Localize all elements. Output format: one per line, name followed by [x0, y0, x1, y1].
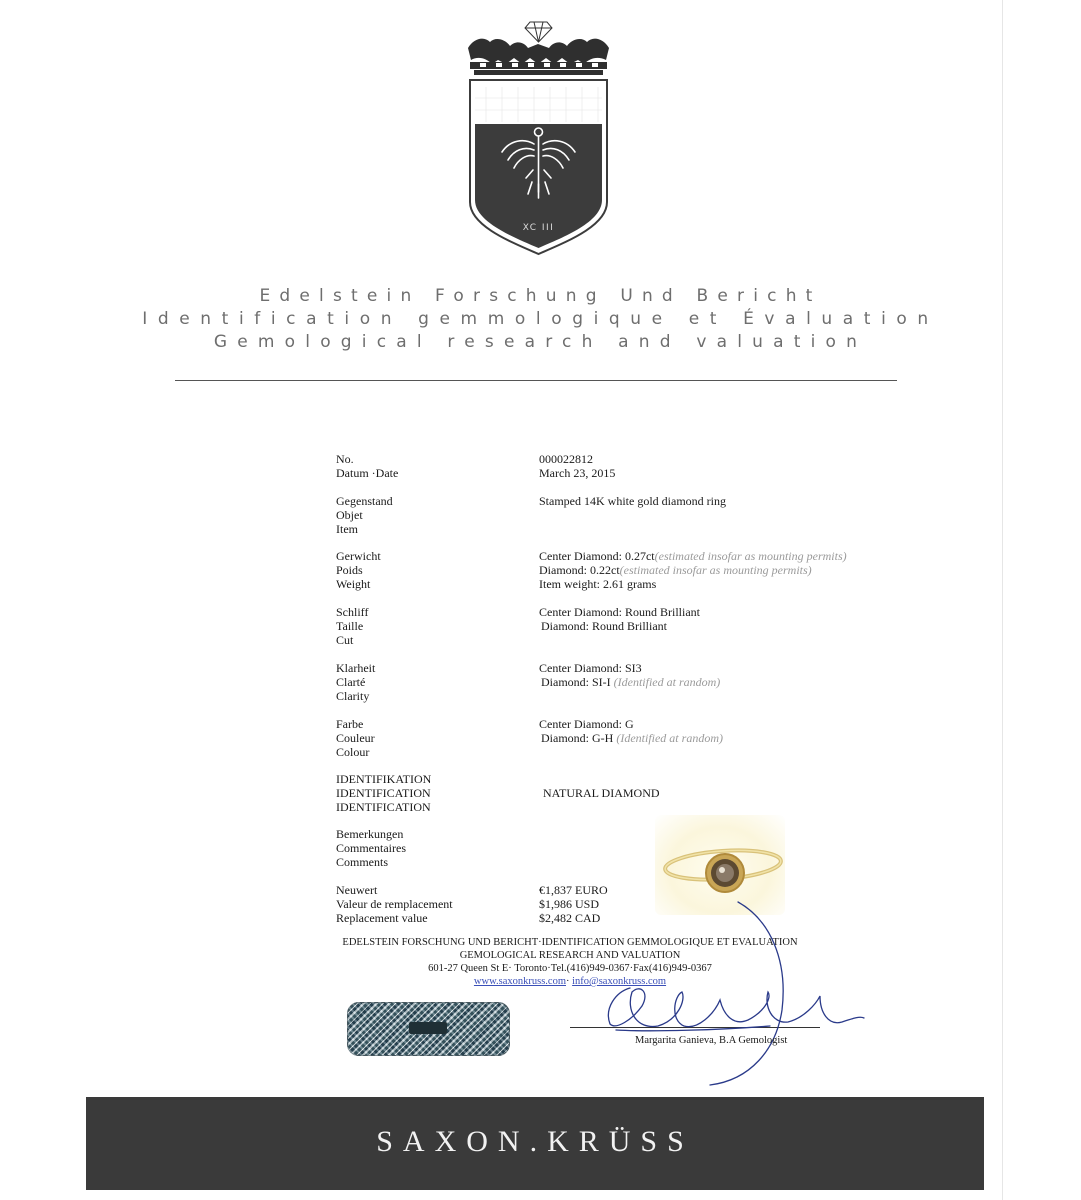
random-note: (Identified at random)	[613, 675, 721, 689]
heading-german: Edelstein Forschung Und Bericht	[259, 286, 822, 306]
clarity-value: Center Diamond: SI3	[539, 661, 642, 675]
heading-divider	[175, 380, 897, 381]
report-label: Commentaires	[336, 841, 406, 855]
replacement-value-cad: $2,482 CAD	[539, 911, 601, 925]
replacement-value-eur: €1,837 EURO	[539, 883, 608, 897]
page-edge	[1002, 0, 1003, 1200]
hologram-center	[409, 1022, 447, 1034]
report-label: Cut	[336, 633, 354, 647]
brand-band	[86, 1097, 984, 1190]
crest-numeral: XC III	[522, 223, 555, 233]
email-link[interactable]: info@saxonkruss.com	[572, 976, 667, 987]
clarity-value: Diamond: SI-I (Identified at random)	[541, 675, 721, 689]
report-label: No.	[336, 452, 354, 466]
heading-french: Identification gemmologique et Évaluation	[142, 309, 939, 329]
report-label: Klarheit	[336, 661, 376, 675]
report-date: March 23, 2015	[539, 466, 616, 480]
report-label: Comments	[336, 855, 389, 869]
report-label: Schliff	[336, 605, 369, 619]
cut-value: Diamond: Round Brilliant	[541, 619, 667, 633]
report-label: Neuwert	[336, 883, 378, 897]
estimate-note: (estimated insofar as mounting permits)	[654, 549, 847, 563]
report-label: Clarity	[336, 689, 370, 703]
identification-value: NATURAL DIAMOND	[543, 786, 660, 800]
report-label: Farbe	[336, 717, 364, 731]
report-label: Couleur	[336, 731, 375, 745]
random-note: (Identified at random)	[616, 731, 723, 745]
footer-company-line: EDELSTEIN FORSCHUNG UND BERICHT·IDENTIFICATION GEMMOLOGIQUE ET EVALUATION	[342, 937, 798, 948]
footer-separator: ·	[565, 976, 570, 987]
replacement-value-usd: $1,986 USD	[539, 897, 600, 911]
estimate-note: (estimated insofar as mounting permits)	[619, 563, 812, 577]
report-label: Clarté	[336, 675, 366, 689]
report-number: 000022812	[539, 452, 593, 466]
crest-emblem	[466, 12, 611, 262]
heading-english: Gemological research and valuation	[213, 332, 868, 352]
report-label: Item	[336, 522, 358, 536]
report-label: Datum ·Date	[336, 466, 399, 480]
footer-tagline: GEMOLOGICAL RESEARCH AND VALUATION	[459, 950, 681, 961]
weight-value: Diamond: 0.22ct(estimated insofar as mounting permits)	[539, 563, 812, 577]
footer-address: 601-27 Queen St E· Toronto·Tel.(416)949-0367·Fax(416)949-0367	[428, 963, 712, 974]
cut-value: Center Diamond: Round Brilliant	[539, 605, 700, 619]
report-label: IDENTIFIKATION	[336, 772, 432, 786]
weight-value: Center Diamond: 0.27ct(estimated insofar as mounting permits)	[539, 549, 847, 563]
report-label: Weight	[336, 577, 371, 591]
diamond-icon	[525, 22, 552, 42]
report-label: Valeur de remplacement	[336, 897, 453, 911]
hologram-seal	[347, 1002, 510, 1056]
report-label: IDENTIFICATION	[336, 800, 431, 814]
brand-name: SAXON.KRÜSS	[376, 1125, 694, 1158]
item-value: Stamped 14K white gold diamond ring	[539, 494, 726, 508]
report-label: Objet	[336, 508, 363, 522]
colour-value: Center Diamond: G	[539, 717, 634, 731]
report-label: Bemerkungen	[336, 827, 404, 841]
report-label: Gerwicht	[336, 549, 381, 563]
report-label: Colour	[336, 745, 370, 759]
signatory-name: Margarita Ganieva, B.A Gemologist	[635, 1035, 788, 1046]
crown-griffins-icon	[468, 39, 609, 75]
weight-value: Item weight: 2.61 grams	[539, 577, 657, 591]
report-label: Gegenstand	[336, 494, 393, 508]
website-link[interactable]: www.saxonkruss.com	[473, 976, 566, 987]
report-label: Taille	[336, 619, 364, 633]
report-label: Poids	[336, 563, 363, 577]
colour-value: Diamond: G-H (Identified at random)	[541, 731, 723, 745]
report-label: Replacement value	[336, 911, 428, 925]
signature-image	[520, 880, 880, 1100]
report-label: IDENTIFICATION	[336, 786, 431, 800]
